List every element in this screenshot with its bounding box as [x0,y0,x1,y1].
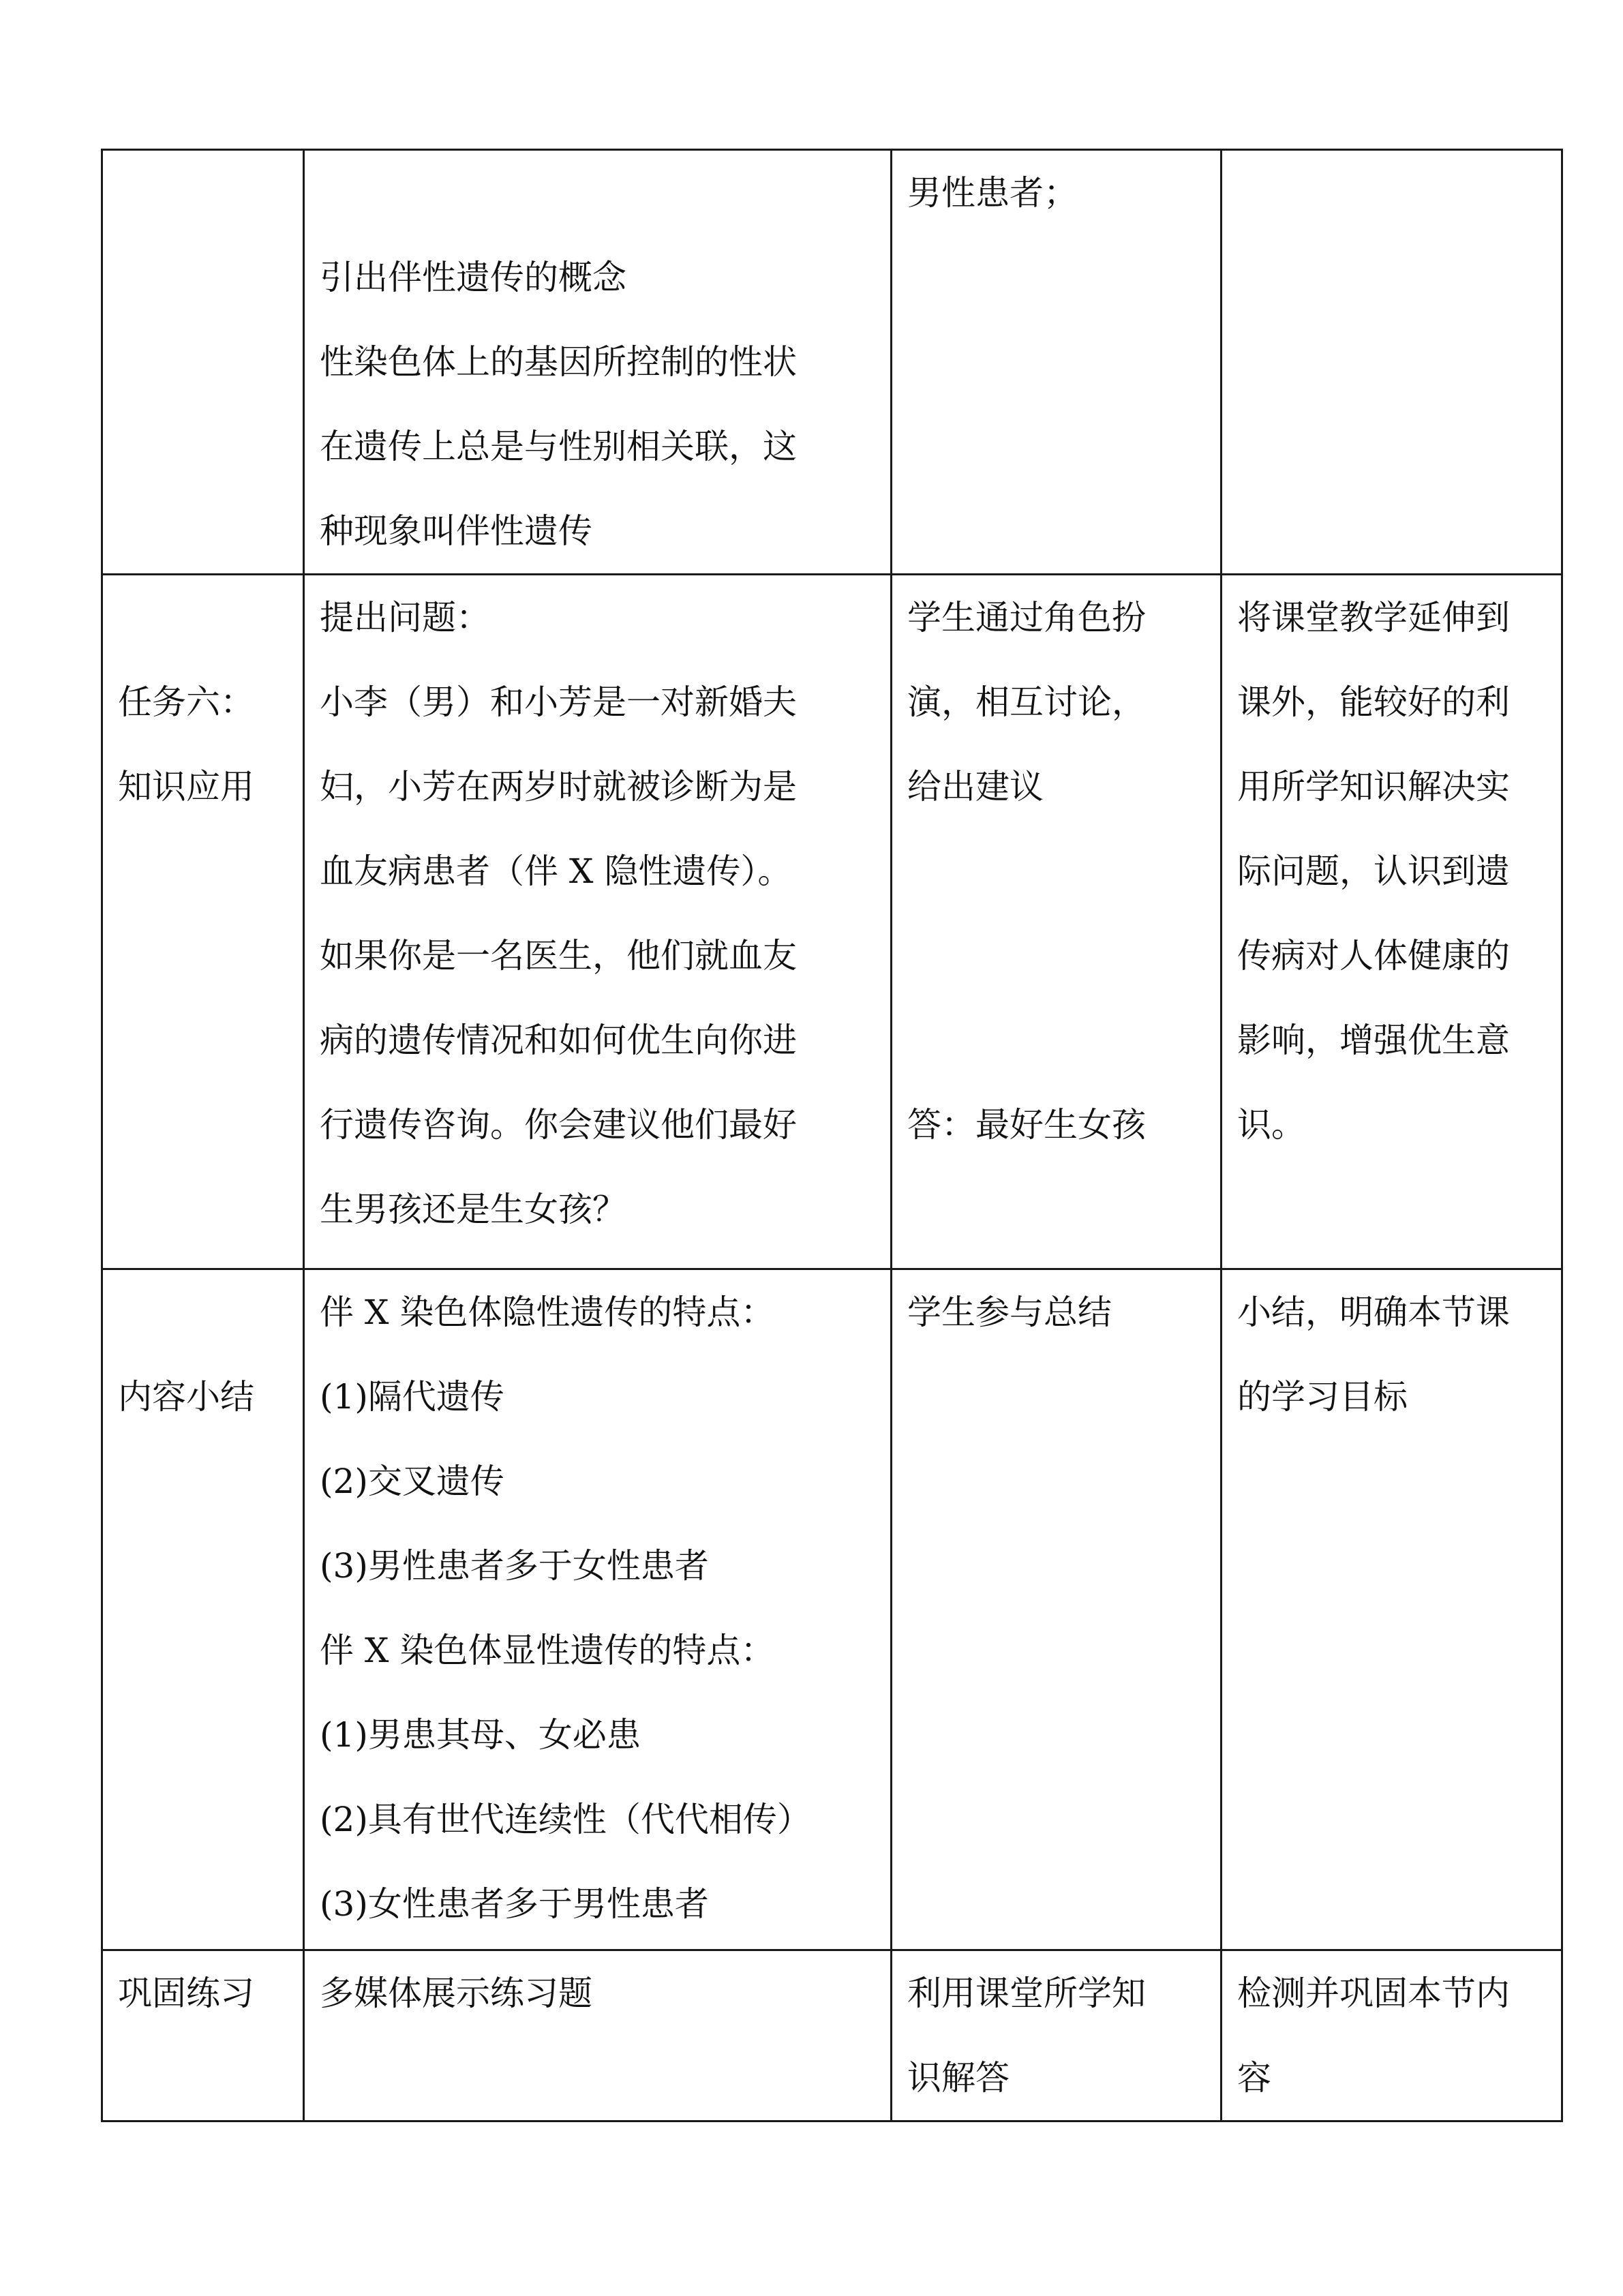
cell-line: 性染色体上的基因所控制的性状 [320,342,797,382]
cell-line: 利用课堂所学知 [907,1974,1146,2013]
cell-line: 多媒体展示练习题 [320,1974,592,2013]
cell-line: 行遗传咨询。你会建议他们最好 [320,1105,797,1145]
cell-line: (2)具有世代连续性（代代相传） [320,1800,811,1839]
cell-line: 伴 X 染色体显性遗传的特点： [320,1631,775,1670]
cell-line: (3)女性患者多于男性患者 [320,1884,709,1924]
design-intent-cell [1222,575,1562,1269]
cell-line: (2)交叉遗传 [320,1462,504,1501]
cell-line: 血友病患者（伴 X 隐性遗传）。 [320,851,792,891]
cell-line: 病的遗传情况和如何优生向你进 [320,1021,797,1060]
cell-line: 将课堂教学延伸到 [1237,598,1510,637]
table-row [102,1269,1562,1950]
cell-line: 任务六： [118,682,254,722]
student-activity-cell [892,150,1222,575]
design-intent-cell [1222,150,1562,575]
table-row [102,1950,1562,2121]
design-intent-cell [1222,1950,1562,2121]
cell-line: 种现象叫伴性遗传 [320,511,592,551]
cell-line: (1)隔代遗传 [320,1377,504,1417]
table-row [102,150,1562,575]
cell-line: 在遗传上总是与性别相关联，这 [320,427,797,466]
cell-line: 演，相互讨论， [907,682,1146,722]
cell-line: 学生参与总结 [907,1293,1112,1332]
cell-line: 引出伴性遗传的概念 [320,258,626,297]
task-cell [102,1269,304,1950]
cell-line: 影响，增强优生意 [1237,1021,1510,1060]
teacher-activity-cell [304,575,892,1269]
cell-line: 伴 X 染色体隐性遗传的特点： [320,1293,775,1332]
cell-line: 用所学知识解决实 [1237,767,1510,806]
cell-line: 答：最好生女孩 [907,1105,1146,1145]
cell-line: 识解答 [907,2058,1010,2098]
cell-line: (3)男性患者多于女性患者 [320,1546,709,1586]
cell-line: 的学习目标 [1237,1377,1408,1417]
cell-line: 知识应用 [118,767,254,806]
task-cell [102,150,304,575]
task-cell [102,575,304,1269]
teacher-activity-cell [304,1950,892,2121]
teacher-activity-cell [304,150,892,575]
cell-line: 提出问题： [320,598,490,637]
task-cell [102,1950,304,2121]
design-intent-cell [1222,1269,1562,1950]
cell-line: 传病对人体健康的 [1237,936,1510,976]
cell-line: 男性患者； [907,173,1078,213]
cell-line: 生男孩还是生女孩？ [320,1190,626,1229]
cell-line: 小李（男）和小芳是一对新婚夫 [320,682,797,722]
cell-line: 妇，小芳在两岁时就被诊断为是 [320,767,797,806]
cell-line: 小结，明确本节课 [1237,1293,1510,1332]
cell-line: 学生通过角色扮 [907,598,1146,637]
cell-line: 给出建议 [907,767,1044,806]
teacher-activity-cell [304,1269,892,1950]
cell-line: 内容小结 [118,1377,254,1417]
table-row [102,575,1562,1269]
cell-line: 如果你是一名医生，他们就血友 [320,936,797,976]
cell-line: 课外，能较好的利 [1237,682,1510,722]
cell-line: 检测并巩固本节内 [1237,1974,1510,2013]
student-activity-cell [892,575,1222,1269]
lesson-plan-table [101,149,1563,2122]
cell-line: 巩固练习 [118,1974,254,2013]
cell-line: 容 [1237,2058,1271,2098]
student-activity-cell [892,1950,1222,2121]
cell-line: (1)男患其母、女必患 [320,1715,641,1755]
cell-line: 识。 [1237,1105,1305,1145]
cell-line: 际问题，认识到遗 [1237,851,1510,891]
student-activity-cell [892,1269,1222,1950]
